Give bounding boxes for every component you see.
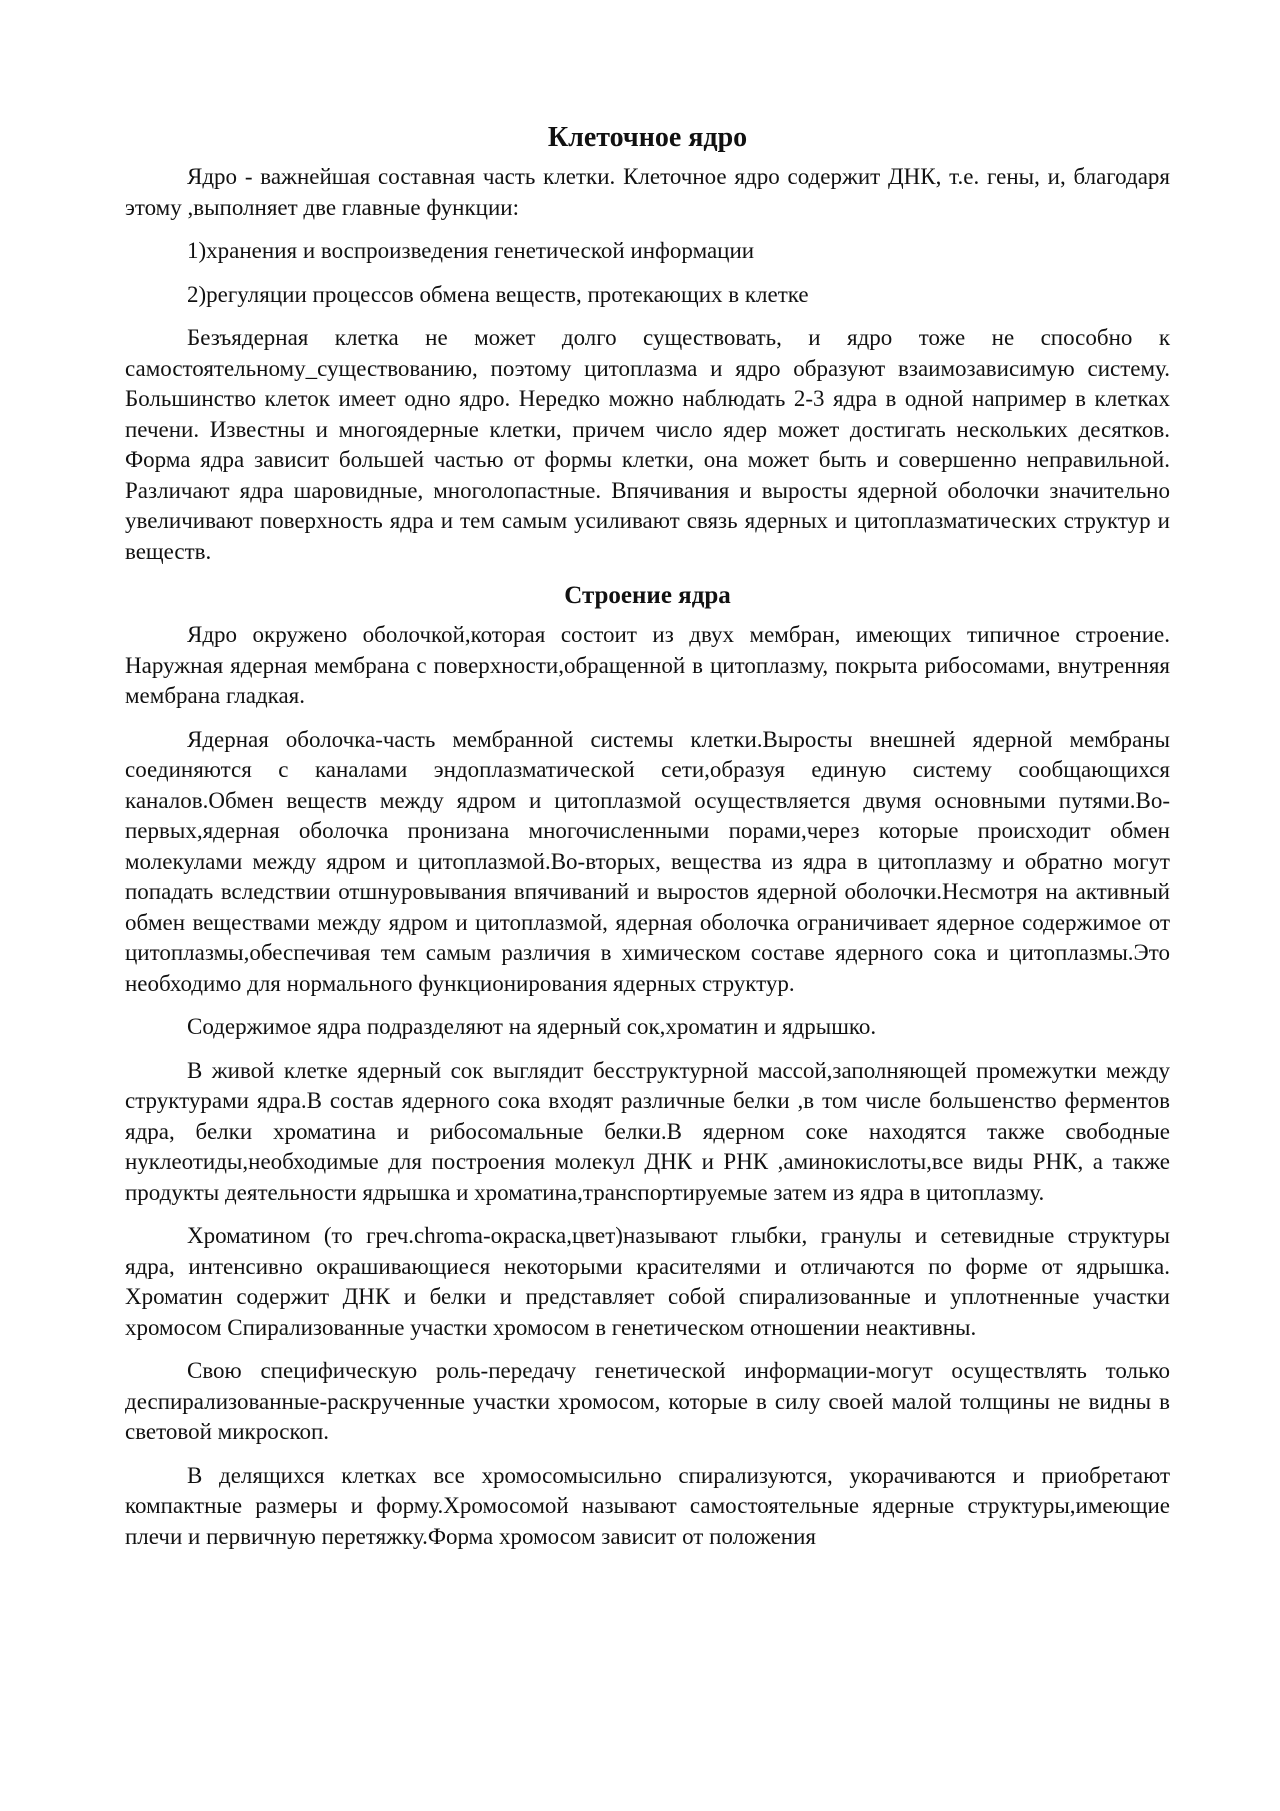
function-item-1: 1)хранения и воспроизведения генетической информации	[187, 238, 755, 263]
paragraph-nuclear-envelope: Ядро окружено оболочкой,которая состоит из двух мембран, имеющих типичное строение. Наружная ядерная мембрана с поверхности,обращенной в цитоплазму, покрыта рибосомами, внутренняя мембрана гладкая.	[125, 622, 1170, 708]
function-item-2: 2)регуляции процессов обмена веществ, протекающих в клетке	[187, 281, 809, 307]
paragraph-nonnuclear-cell: Безъядерная клетка не может долго существовать, и ядро тоже не способно к самостоятельному_существованию, поэтому цитоплазма и ядро образуют взаимозависимую систему. Большинство клеток имеет одно ядро. Нередко можно наблюдать 2-3 ядра в одной например в клетках печени. Известны и многоядерные клетки, причем число ядер может достигать нескольких десятков. Форма ядра зависит большей частью от формы клетки, она может быть и совершенно неправильной. Различают ядра шаровидные, многолопастные. Впячивания и выросты ядерной оболочки значительно увеличивают поверхность ядра и тем самым усиливают связь ядерных и цитоплазматических структур и веществ.	[125, 325, 1170, 564]
paragraph-dividing-cells: В делящихся клетках все хромосомысильно спирализуются, укорачиваются и приобретают компактные размеры и форму.Хромосомой называют самостоятельные ядерные структуры,имеющие плечи и первичную перетяжку.Форма хромосом зависит от положения	[125, 1462, 1170, 1549]
document-body	[125, 120, 1170, 1565]
paragraph-chromatin: Хроматином (то греч.chroma-окраска,цвет)называют глыбки, гранулы и сетевидные структуры ядра, интенсивно окрашивающиеся некоторыми красителями и отличаются по форме от ядрышка. Хроматин содержит ДНК и белки и представляет собой спирализованные и уплотненные участки хромосом Спирализованные участки хромосом в генетическом отношении неактивны.	[125, 1223, 1170, 1340]
paragraph-membrane-system: Ядерная оболочка-часть мембранной системы клетки.Выросты внешней ядерной мембраны соединяются с каналами эндоплазматической сети,образуя единую систему сообщающихся каналов.Обмен веществ между ядром и цитоплазмой осуществляется двумя основными путями.Во-первых,ядерная оболочка пронизана многочисленными порами,через которые происходит обмен молекулами между ядром и цитоплазмой.Во-вторых, вещества из ядра в цитоплазму и обратно могут попадать вследствии отшнуровывания впячиваний и выростов ядерной оболочки.Несмотря на активный обмен веществами между ядром и цитоплазмой, ядерная оболочка ограничивает ядерное содержимое от цитоплазмы,обеспечивая тем самым различия в химическом составе ядерного сока и цитоплазмы.Это необходимо для нормального функционирования ядерных структур.	[125, 726, 1170, 996]
paragraph-chromosome-role: Свою специфическую роль-передачу генетической информации-могут осуществлять только деспирализованные-раскрученные участки хромосом, которые в силу своей малой толщины не видны в световой микроскоп.	[125, 1358, 1170, 1444]
paragraph-nucleus-contents: Содержимое ядра подразделяют на ядерный сок,хроматин и ядрышко.	[187, 1014, 877, 1039]
paragraph-nuclear-sap: В живой клетке ядерный сок выглядит бесструктурной массой,заполняющей промежутки между структурами ядра.В состав ядерного сока входят различные белки ,в том числе большенство ферментов ядра, белки хроматина и рибосомальные белки.В ядерном соке находятся также свободные нуклеотиды,необходимые для построения молекул ДНК и РНК ,аминокислоты,все виды РНК, а также продукты деятельности ядрышка и хроматина,транспортируемые затем из ядра в цитоплазму.	[125, 1057, 1170, 1205]
section-title-structure: Строение ядра	[564, 582, 731, 609]
document-title: Клеточное ядро	[547, 122, 748, 153]
intro-paragraph: Ядро - важнейшая составная часть клетки. Клеточное ядро содержит ДНК, т.е. гены, и, благодаря этому ,выполняет две главные функции:	[125, 164, 1170, 220]
